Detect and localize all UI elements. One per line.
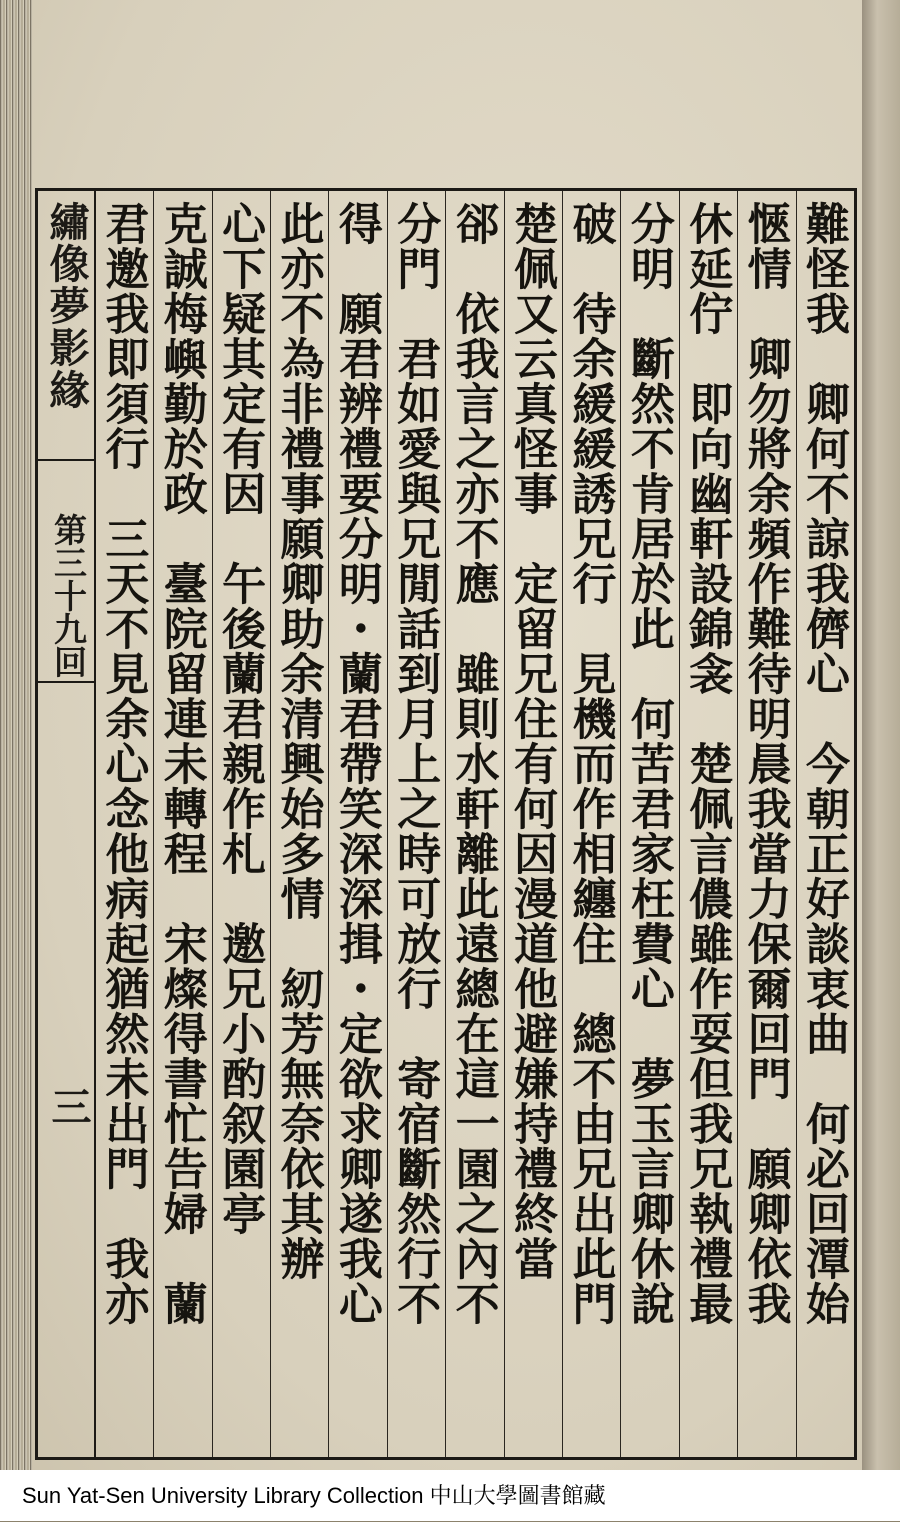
text-column <box>679 191 737 1457</box>
column-text: 心下疑其定有因 午後蘭君親作札 邀兄小酌叙園亭 <box>214 201 266 1236</box>
chapter-label: 第三十九回 <box>49 513 88 678</box>
collection-caption <box>0 1470 900 1521</box>
caption-text: Sun Yat-Sen University Library Collection <box>22 1483 424 1508</box>
column-text: 此亦不為非禮事願卿助余清興始多情 紉芳無奈依其辦 <box>272 201 324 1281</box>
text-column <box>445 191 503 1457</box>
column-text: 分門 君如愛與兄閒話到月上之時可放行 寄宿斷然行不 <box>389 201 441 1326</box>
binding-edge <box>862 0 900 1470</box>
text-column <box>328 191 386 1457</box>
column-text: 破 待余緩緩誘兄行 見機而作相纏住 總不由兄出此門 <box>564 201 616 1326</box>
column-text: 郤 依我言之亦不應 雖則水軒離此遠總在這一園之內不 <box>447 201 499 1326</box>
text-column <box>562 191 620 1457</box>
column-text: 君邀我即須行 三天不見余心念他病起猶然未出門 我亦 <box>97 201 149 1326</box>
text-column <box>96 191 153 1457</box>
text-column <box>212 191 270 1457</box>
fishtail-top-line <box>38 459 94 461</box>
column-text: 楚佩又云真怪事 定留兄住有何因漫道他避嫌持禮終當 <box>506 201 558 1281</box>
caption-cjk-text: 中山大學圖書館藏 <box>429 1484 606 1509</box>
column-text: 分明 斷然不肯居於此 何苦君家枉費心 夢玉言卿休說 <box>622 201 674 1326</box>
column-text: 休延佇 即向幽軒設錦衾 楚佩言儂雖作耍但我兄執禮最 <box>681 201 733 1326</box>
running-title: 繡像夢影緣 <box>43 201 90 411</box>
column-text: 愜情 卿勿將余頻作難待明晨我當力保爾回門 願卿依我 <box>739 201 791 1326</box>
center-fold-column <box>38 191 96 1457</box>
fishtail-bottom-line <box>38 681 94 683</box>
page-number: 三 <box>45 1086 92 1126</box>
text-column <box>153 191 211 1457</box>
text-column <box>270 191 328 1457</box>
text-column <box>796 191 854 1457</box>
text-column <box>620 191 678 1457</box>
column-text: 難怪我 卿何不諒我儕心 今朝正好談衷曲 何必回潭始 <box>798 201 849 1326</box>
column-text: 得 願君辨禮要分明・蘭君帶笑深深揖・定欲求卿遂我心 <box>330 201 382 1326</box>
text-column <box>737 191 795 1457</box>
column-text: 克誠梅嶼勤於政 臺院留連未轉程 宋燦得書忙告婦 蘭 <box>155 201 207 1326</box>
text-column <box>504 191 562 1457</box>
text-frame <box>35 188 857 1460</box>
text-columns <box>96 191 854 1457</box>
text-column <box>387 191 445 1457</box>
stacked-page-edges <box>0 0 32 1470</box>
